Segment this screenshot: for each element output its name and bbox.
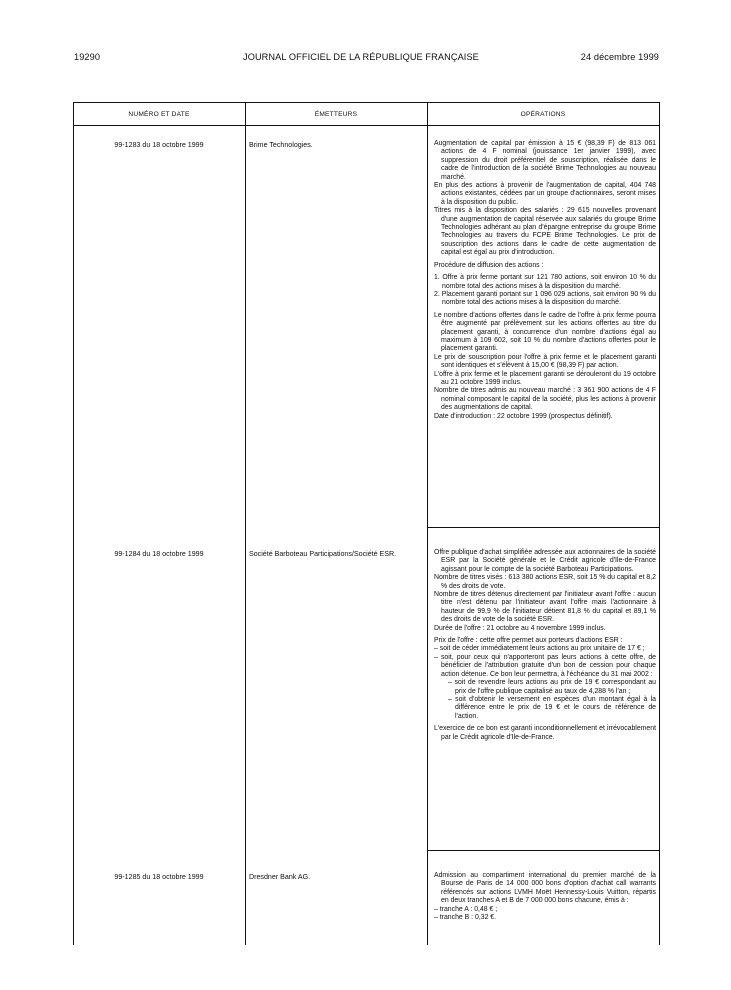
operation-paragraph: Date d'introduction : 22 octobre 1999 (prospectus définitif). xyxy=(434,412,613,420)
operation-list-item: 2. Placement garanti portant sur 1 096 029 actions, soit environ 90 % du nombre total des actions mises à la disposition du marché. xyxy=(434,290,656,307)
header-bottom-border xyxy=(73,125,660,126)
column-divider-1 xyxy=(245,102,246,945)
row-1-separator xyxy=(427,527,659,528)
row-2-numero: 99-1284 du 18 octobre 1999 xyxy=(114,550,204,558)
row-3-numero: 99-1285 du 18 octobre 1999 xyxy=(114,873,204,881)
operation-paragraph: Augmentation de capital par émission à 15 € (98,39 F) de 813 061 actions de 4 F nominal (jouissance 1er janvier 1999), avec suppression du droit préférentiel de souscription, réalisée dans le cadre de l'introduction de la société Brime Technologies au nouveau marché. xyxy=(434,140,656,181)
operation-sublist-item: – soit de revendre leurs actions au prix de 19 € correspondant au prix de l'offre publique capitalisé au taux de 4,288 % l'an ; xyxy=(448,679,656,695)
operation-paragraph: Le prix de souscription pour l'offre à prix ferme et le placement garanti sont identiques et s'élèvent à 15,00 € (98,39 F) par action. xyxy=(434,353,656,370)
operation-list-item: – tranche B : 0,32 €. xyxy=(434,914,497,922)
row-1-numero: 99-1283 du 18 octobre 1999 xyxy=(114,141,204,149)
operation-paragraph: L'offre à prix ferme et le placement garanti se dérouleront du 19 octobre au 21 octobre 1999 inclus. xyxy=(434,370,656,386)
table-left-border xyxy=(73,102,74,945)
operation-paragraph: Nombre de titres visés : 613 380 actions ESR, soit 15 % du capital et 8,2 % des droits de vote. xyxy=(434,574,656,590)
column-header-operations: OPÉRATIONS xyxy=(520,111,566,118)
operation-list-item: – soit, pour ceux qui n'apporteront pas leurs actions à cette offre, de bénéficier de l'attribution gratuite d'un bon de cession pour chaque action détenue. Ce bon leur permettra, à l'échéance du 31 mai 2002 : xyxy=(434,653,656,678)
page-number: 19290 xyxy=(74,52,101,62)
table-top-border xyxy=(73,102,660,103)
row-2-operations xyxy=(434,549,656,742)
operation-paragraph: Procédure de diffusion des actions : xyxy=(434,261,544,269)
operation-list-item: – tranche A : 0,48 € ; xyxy=(434,905,498,913)
operation-paragraph: Nombre de titres détenus directement par l'initiateur avant l'offre : aucun titre n'est détenu par l'initiateur avant l'offre mais l'actionnaire à hauteur de 99,9 % de l'initiateur détient 81,8 % du capital et 89,1 % des droits de vote de la société ESR. xyxy=(434,591,656,624)
row-1-operations xyxy=(434,140,656,421)
row-2-separator xyxy=(427,850,659,851)
operation-paragraph: Prix de l'offre : cette offre permet aux porteurs d'actions ESR : xyxy=(434,637,623,645)
operation-paragraph: L'exercice de ce bon est garanti inconditionnellement et irrévocablement par le Crédit agricole d'Ile-de-France. xyxy=(434,725,656,741)
column-header-numero: NUMÉRO ET DATE xyxy=(128,111,190,118)
operation-paragraph: Nombre de titres admis au nouveau marché : 3 361 900 actions de 4 F nominal composant le capital de la société, plus les actions à provenir des augmentations de capital. xyxy=(434,387,656,412)
row-3-emetteur: Dresdner Bank AG. xyxy=(249,873,311,881)
operation-sublist-item: – soit d'obtenir le versement en espèces d'un montant égal à la différence entre le prix de 19 € et le cours de référence de l'action. xyxy=(448,695,656,720)
table-right-border xyxy=(659,102,660,945)
operation-list-item: – soit de céder immédiatement leurs actions au prix unitaire de 17 € ; xyxy=(434,645,645,653)
operation-paragraph: Titres mis à la disposition des salariés : 29 615 nouvelles provenant d'une augmentation de capital réservée aux salariés du groupe Brime Technologies adhérant au plan d'épargne entreprise du groupe Brime Technologies au travers du FCPE Brime Technologies. Le prix de souscription des actions dans le cadre de cette augmentation de capital est égal au prix d'introduction. xyxy=(434,207,656,257)
operation-paragraph: En plus des actions à provenir de l'augmentation de capital, 404 748 actions existantes, cédées par un groupe d'actionnaires, seront mises à la disposition du public. xyxy=(434,182,656,206)
operation-paragraph: Le nombre d'actions offertes dans le cadre de l'offre à prix ferme pourra être augmenté par prélèvement sur les actions offertes au titre du placement garanti, à concurrence d'un nombre d'actions égal au maximum à 109 602, soit 10 % du nombre d'actions offertes pour le placement garanti. xyxy=(434,311,656,353)
row-2-emetteur: Société Barboteau Participations/Société ESR. xyxy=(249,550,397,558)
row-3-operations xyxy=(434,872,656,922)
operation-paragraph: Admission au compartiment international du premier marché de la Bourse de Paris de 14 000 000 bons d'option d'achat call warrants référencés sur actions LVMH Moët Hennessy-Louis Vuitton, répartis en deux tranches A et B de 7 000 000 bons chacune, émis à : xyxy=(434,872,656,905)
row-1-emetteur: Brime Technologies. xyxy=(249,141,313,149)
operation-paragraph: Offre publique d'achat simplifiée adressée aux actionnaires de la société ESR par la Société générale et le Crédit agricole d'Ile-de-France agissant pour le compte de la société Barboteau Participations. xyxy=(434,549,656,573)
column-divider-2 xyxy=(427,102,428,945)
issue-date: 24 décembre 1999 xyxy=(580,52,659,62)
column-header-emetteurs: ÉMETTEURS xyxy=(314,111,358,118)
operation-list-item: 1. Offre à prix ferme portant sur 121 780 actions, soit environ 10 % du nombre total des actions mises à la disposition du marché. xyxy=(434,274,656,290)
journal-title: JOURNAL OFFICIEL DE LA RÉPUBLIQUE FRANÇAISE xyxy=(243,52,479,62)
operation-paragraph: Durée de l'offre : 21 octobre au 4 novembre 1999 inclus. xyxy=(434,624,606,632)
